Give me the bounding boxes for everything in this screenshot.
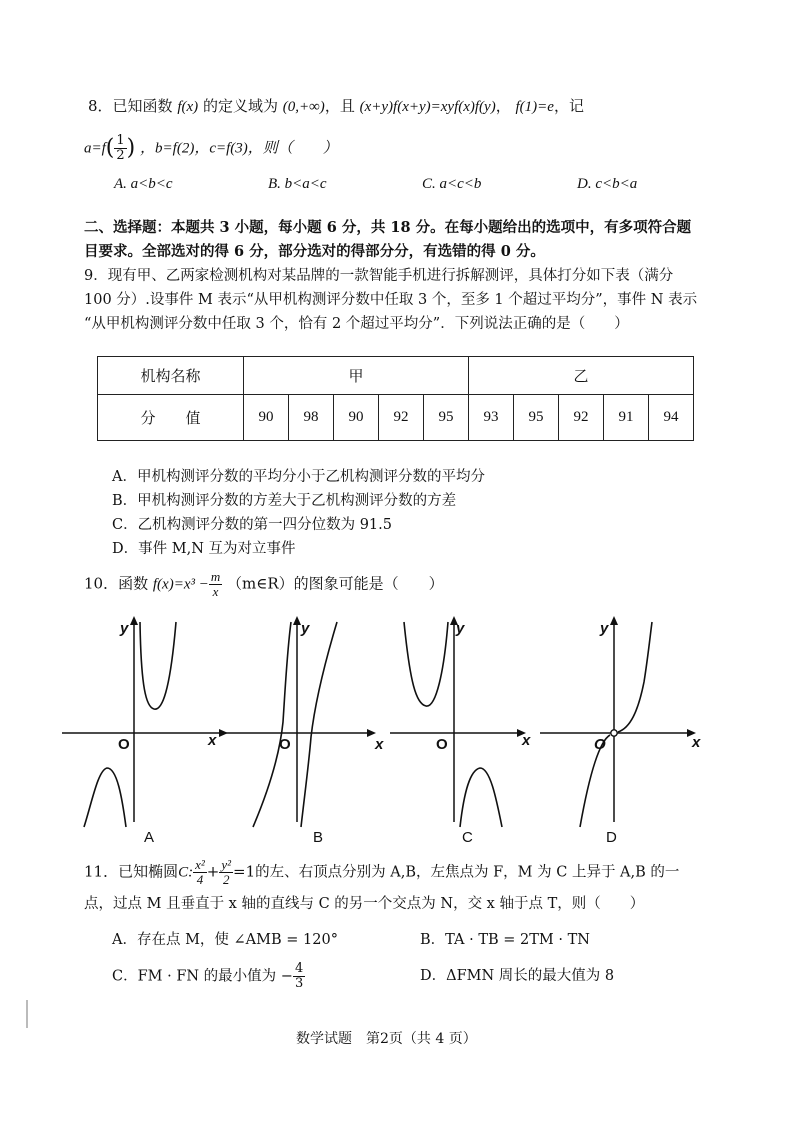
- q8-text: ，记: [553, 97, 584, 115]
- q11-text: 已知椭圆: [118, 862, 179, 881]
- header-org-b: 乙: [469, 357, 694, 395]
- q11-option-d[interactable]: D．ΔFMN 周长的最大值为 8: [420, 968, 615, 984]
- graph-d-plot: [540, 612, 720, 832]
- graph-b-plot: [225, 612, 405, 832]
- q11-line2: 点，过点 M 且垂直于 x 轴的直线与 C 的另一个交点为 N，交 x 轴于点 T，则（ ）: [84, 896, 645, 912]
- q8-a-def: a=f: [84, 140, 106, 157]
- score-a-1: 90: [244, 395, 289, 441]
- q11-option-c-fraction: $\frac{4}{3}$: [294, 961, 304, 991]
- scan-mark: [26, 1000, 28, 1028]
- score-b-4: 91: [604, 395, 649, 441]
- q11-ellipse: C:: [178, 864, 194, 881]
- q11-number: 11．: [84, 862, 119, 881]
- q11-line1: [84, 858, 679, 887]
- graph-d-x-label: x: [692, 734, 701, 751]
- graph-a-plot: [62, 612, 242, 832]
- graph-a-origin: O: [118, 736, 130, 753]
- q11-y-fraction: $\frac{\text{y²}}{2}$: [221, 857, 232, 887]
- score-a-4: 92: [379, 395, 424, 441]
- graph-b-label: B: [313, 829, 324, 846]
- q8-option-a[interactable]: A. a<b<c: [114, 176, 173, 192]
- score-b-1: 93: [469, 395, 514, 441]
- q8-line2: a=f( $\frac{1}{2}$ ) ，b=f(2)，c=f(3)，则（ ）: [84, 133, 338, 163]
- page-footer: 数学试题 第2页（共 4 页）: [296, 1031, 477, 1047]
- graph-d-y-label: y: [600, 620, 609, 637]
- q10-number: 10．: [84, 574, 119, 593]
- section2-line2: 目要求。全部选对的得 6 分，部分选对的得部分分，有选错的得 0 分。: [84, 243, 545, 260]
- q8-number: 8．: [88, 97, 113, 115]
- q9-option-c[interactable]: C．乙机构测评分数的第一四分位数为 91.5: [112, 517, 392, 533]
- q10-line: [84, 570, 444, 599]
- score-b-2: 95: [514, 395, 559, 441]
- score-table: [97, 356, 694, 441]
- graph-c-x-label: x: [522, 732, 531, 749]
- header-label: 机构名称: [98, 357, 244, 395]
- graph-d-label: D: [606, 829, 617, 846]
- score-b-3: 92: [559, 395, 604, 441]
- q9-option-a[interactable]: A．甲机构测评分数的平均分小于乙机构测评分数的平均分: [112, 469, 485, 485]
- table-header-row: [98, 357, 694, 395]
- q11-option-a[interactable]: A．存在点 M，使 ∠AMB = 120°: [112, 932, 338, 948]
- graph-b-origin: O: [279, 736, 291, 753]
- header-org-a: 甲: [244, 357, 469, 395]
- graph-b-x-label: x: [375, 736, 384, 753]
- graph-c-origin: O: [436, 736, 448, 753]
- graph-d-hollow-point: [611, 730, 617, 736]
- section2-line1: 二、选择题：本题共 3 小题，每小题 6 分，共 18 分。在每小题给出的选项中，有多项符合题: [84, 219, 692, 236]
- row-label: 分 值: [98, 395, 244, 441]
- q8-equation: (x+y)f(x+y)=xyf(x)f(y): [359, 99, 496, 115]
- q9-line1: 9．现有甲、乙两家检测机构对某品牌的一款智能手机进行拆解测评，具体打分如下表（满分: [84, 268, 674, 284]
- q11-option-c[interactable]: [112, 962, 305, 991]
- q11-plus: +: [206, 862, 220, 881]
- q8-text: 已知函数: [112, 97, 173, 115]
- table-score-row: [98, 395, 694, 441]
- graph-a[interactable]: [62, 612, 242, 846]
- q11-eq: =1: [233, 862, 256, 881]
- q8-fraction: $\frac{1}{2}$: [116, 133, 125, 163]
- q8-option-c[interactable]: C. a<c<b: [422, 176, 482, 192]
- q8-line1: [88, 96, 584, 117]
- score-a-5: 95: [424, 395, 469, 441]
- score-b-5: 94: [649, 395, 694, 441]
- q9-option-b[interactable]: B．甲机构测评分数的方差大于乙机构测评分数的方差: [112, 493, 457, 509]
- q8-c-def: ，c=f(3)，则（ ）: [194, 140, 338, 157]
- q10-text: 函数: [118, 574, 149, 593]
- graph-a-label: A: [144, 829, 155, 846]
- q11-option-c-text: C．FM · FN 的最小值为 −: [112, 968, 293, 985]
- graph-a-y-label: y: [120, 620, 129, 637]
- q8-option-d[interactable]: D. c<b<a: [577, 176, 638, 192]
- graph-b[interactable]: [225, 612, 405, 846]
- graph-d[interactable]: [540, 612, 720, 846]
- q8-function: f(x): [177, 99, 199, 115]
- q11-text: 的左、右顶点分别为 A,B，左焦点为 F，M 为 C 上异于 A,B 的一: [255, 864, 680, 881]
- score-a-3: 90: [334, 395, 379, 441]
- q8-text: ，且: [324, 97, 355, 115]
- graph-b-y-label: y: [301, 620, 310, 637]
- q8-b-def: ，b=f(2): [140, 140, 195, 157]
- q8-text: ，: [495, 97, 511, 115]
- q10-function: f(x)=x³ −: [152, 576, 209, 593]
- q8-f1: f(1)=e: [515, 99, 554, 115]
- q8-domain: (0,+∞): [282, 99, 325, 115]
- q11-option-b[interactable]: B．TA · TB = 2TM · TN: [420, 932, 590, 948]
- q8-text: 的定义域为: [202, 97, 278, 115]
- q8-option-b[interactable]: B. b<a<c: [268, 176, 327, 192]
- q10-condition: （m∈R）的图象可能是（ ）: [227, 574, 444, 593]
- q10-fraction: $\frac{m}{x}$: [210, 569, 221, 599]
- score-a-2: 98: [289, 395, 334, 441]
- q9-option-d[interactable]: D．事件 M,N 互为对立事件: [112, 541, 296, 557]
- q9-line3: “从甲机构测评分数中任取 3 个，恰有 2 个超过平均分”．下列说法正确的是（ ）: [84, 316, 629, 332]
- graph-c-y-label: y: [456, 620, 465, 637]
- graph-c-label: C: [462, 829, 473, 846]
- q11-x-fraction: $\frac{\text{x²}}{4}$: [195, 857, 205, 887]
- graph-a-x-label: x: [208, 732, 217, 749]
- q9-line2: 100 分）.设事件 M 表示“从甲机构测评分数中任取 3 个，至多 1 个超过平均分”，事件 N 表示: [84, 292, 698, 308]
- graph-d-origin: O: [594, 736, 606, 753]
